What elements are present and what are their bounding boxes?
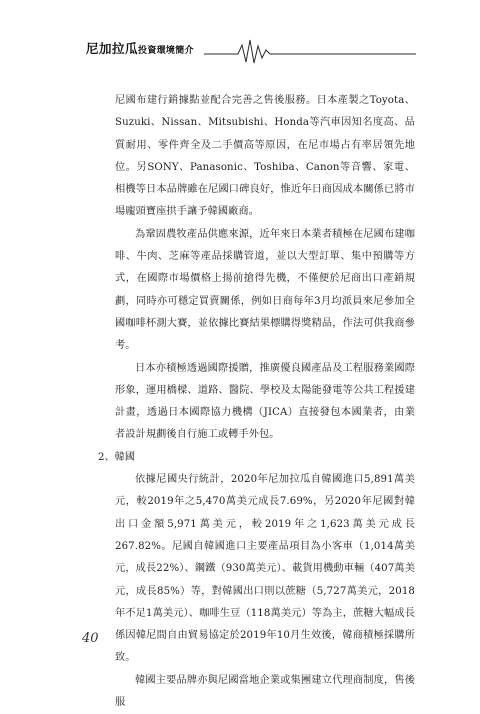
header-title-sub: 投資環境簡介 [138,46,194,56]
paragraph-japan-continued: 尼國布建行銷據點並配合完善之售後服務。日本產製之Toyota、Suzuki、Nissan、Mitsubishi、Honda等汽車因知名度高、品質耐用、零件齊全及二手價高等原因，在尼市場占有率居領先地位。另SONY、Panasonic、Toshiba、Canon等音響、家電、相機等日本品牌雖在尼國口碑良好，惟近年日商因成本關係已將市場龐頭寶座拱手讓予韓國廠商。 [115,95,415,218]
header-title [86,39,194,57]
paragraph-japan-aid: 日本亦積極透過國際援贈，推廣優良國產品及工程服務業國際形象，運用橋樑、道路、醫院、學校及太陽能發電等公共工程援建計畫，透過日本國際協力機構（JICA）直接發包本國業者，由業者設計規劃後自行施工或轉手外包。 [115,362,415,441]
page-number: 40 [82,631,99,646]
running-header [86,36,416,66]
body-text [98,90,415,714]
paragraph-korea-brands: 韓國主要品牌亦與尼國當地企業或集團建立代理商制度，售後服 [115,674,415,709]
header-title-main: 尼加拉瓜 [86,41,139,56]
section-heading-korea: 2、韓國 [98,451,136,463]
paragraph-japan-agriculture: 為鞏固農牧產品供應來源，近年來日本業者積極在尼國布建咖啡、牛肉、芝麻等產品採購管道，並以大型訂單、集中預購等方式，在國際市場價格上揚前搶得先機，不僅便於尼商出口產銷規劃，同時亦可穩定買賣關係，例如日商每年3月均派員來尼參加全國咖啡杯測大賽，並依據比賽結果標購得獎精品，作法可供我商參考。 [115,228,415,352]
paragraph-korea-trade: 依據尼國央行統計，2020年尼加拉瓜自韓國進口5,891萬美元，較2019年之5,470萬美元成長7.69%，另2020年尼國對韓出口金額5,971萬美元，較2019年之1,623萬美元成長267.82%。尼國自韓國進口主要產品項目為小客車（1,014萬美元，成長22%）、鋼鐵（930萬美元）、載貨用機動車輛（407萬美元，成長85%）等，對韓國出口則以蔗糖（5,727萬美元，2018年不足1萬美元）、咖啡生豆（118萬美元）等為主，蔗糖大幅成長係因韓尼間自由貿易協定於2019年10月生效後，韓商積極採購所致。 [115,474,415,664]
